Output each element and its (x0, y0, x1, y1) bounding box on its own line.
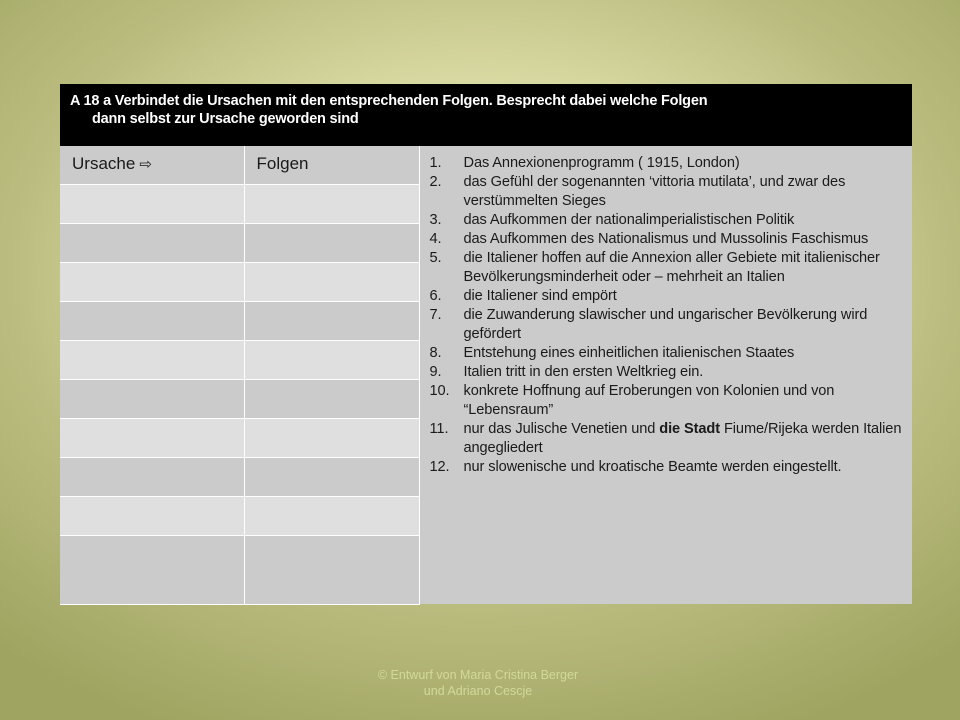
cause-cell[interactable] (60, 223, 244, 262)
footer-line-1: © Entwurf von Maria Cristina Berger (377, 668, 579, 682)
effect-cell[interactable] (244, 457, 419, 496)
exercise-instruction (60, 84, 912, 146)
effect-cell[interactable] (244, 301, 419, 340)
cause-column-header (60, 146, 244, 184)
consequence-text: die Italiener sind empört (463, 288, 617, 304)
consequence-text: nur slowenische und kroatische Beamte werden eingestellt. (463, 459, 842, 475)
consequence-text: die Zuwanderung slawischer und ungarischer Bevölkerung wird gefördert (463, 307, 868, 342)
consequence-item (430, 154, 903, 173)
effect-cell[interactable] (244, 418, 419, 457)
consequence-number: 6. (429, 288, 442, 304)
instruction-line-1: A 18 a Verbindet die Ursachen mit den entsprechenden Folgen. Besprecht dabei welche Folgen (70, 93, 708, 109)
consequence-number: 9. (429, 364, 442, 380)
consequence-item (430, 249, 903, 287)
consequence-number: 12. (429, 459, 450, 475)
effect-cell[interactable] (244, 223, 419, 262)
consequence-text: das Aufkommen des Nationalismus und Mussolinis Faschismus (463, 231, 869, 247)
consequence-text-bold: die Stadt (659, 421, 721, 437)
consequence-text: Italien tritt in den ersten Weltkrieg ein. (463, 364, 704, 380)
cause-cell[interactable] (60, 262, 244, 301)
consequence-number: 2. (429, 174, 442, 190)
consequence-text: Entstehung eines einheitlichen italienischen Staates (463, 345, 795, 361)
consequence-item (430, 287, 903, 306)
consequence-item (430, 211, 903, 230)
copyright-footer (328, 667, 628, 699)
effect-cell[interactable] (244, 184, 419, 223)
cause-cell[interactable] (60, 301, 244, 340)
consequence-number: 8. (429, 345, 442, 361)
consequence-text: die Italiener hoffen auf die Annexion aller Gebiete mit italienischer Bevölkerungsminderheit oder – mehrheit an Italien (463, 250, 880, 285)
consequences-list (430, 154, 903, 477)
exercise-table (60, 84, 912, 605)
consequence-number: 4. (429, 231, 442, 247)
consequence-item (430, 458, 903, 477)
consequence-item (430, 363, 903, 382)
consequence-number: 10. (429, 383, 450, 399)
consequence-text: konkrete Hoffnung auf Eroberungen von Kolonien und von “Lebensraum” (463, 383, 835, 418)
consequence-text-part: nur das Julische Venetien und (463, 421, 660, 437)
arrow-right-icon: ⇨ (139, 156, 152, 173)
consequence-text: Das Annexionenprogramm ( 1915, London) (463, 155, 740, 171)
cause-cell[interactable] (60, 379, 244, 418)
consequence-number: 11. (429, 421, 449, 437)
consequence-number: 5. (429, 250, 442, 266)
cause-cell[interactable] (60, 340, 244, 379)
cause-cell[interactable] (60, 535, 244, 604)
consequence-number: 3. (429, 212, 442, 228)
consequence-number: 7. (429, 307, 442, 323)
consequence-text: das Aufkommen der nationalimperialistischen Politik (463, 212, 795, 228)
effects-column-header (244, 146, 419, 184)
cause-label: Ursache (72, 154, 136, 173)
consequence-item (430, 420, 903, 458)
instruction-line-2: dann selbst zur Ursache geworden sind (92, 111, 359, 127)
effect-cell[interactable] (244, 340, 419, 379)
consequence-item (430, 306, 903, 344)
effect-cell[interactable] (244, 262, 419, 301)
footer-line-2: und Adriano Cescje (423, 684, 533, 698)
effect-cell[interactable] (244, 379, 419, 418)
cause-cell[interactable] (60, 184, 244, 223)
cause-cell[interactable] (60, 496, 244, 535)
consequence-item (430, 173, 903, 211)
consequence-item (430, 344, 903, 363)
consequence-text (464, 420, 903, 458)
consequence-text: das Gefühl der sogenannten ‘vittoria mutilata’, und zwar des verstümmelten Sieges (463, 174, 846, 209)
effect-cell[interactable] (244, 535, 419, 604)
effects-label: Folgen (256, 154, 309, 173)
consequence-item (430, 382, 903, 420)
cause-cell[interactable] (60, 418, 244, 457)
consequence-text-part: Fiume/Rijeka werden Italien angegliedert (463, 421, 902, 456)
cause-cell[interactable] (60, 457, 244, 496)
effect-cell[interactable] (244, 496, 419, 535)
consequence-item (430, 230, 903, 249)
consequence-number: 1. (429, 155, 442, 171)
consequences-list-cell (419, 146, 912, 604)
